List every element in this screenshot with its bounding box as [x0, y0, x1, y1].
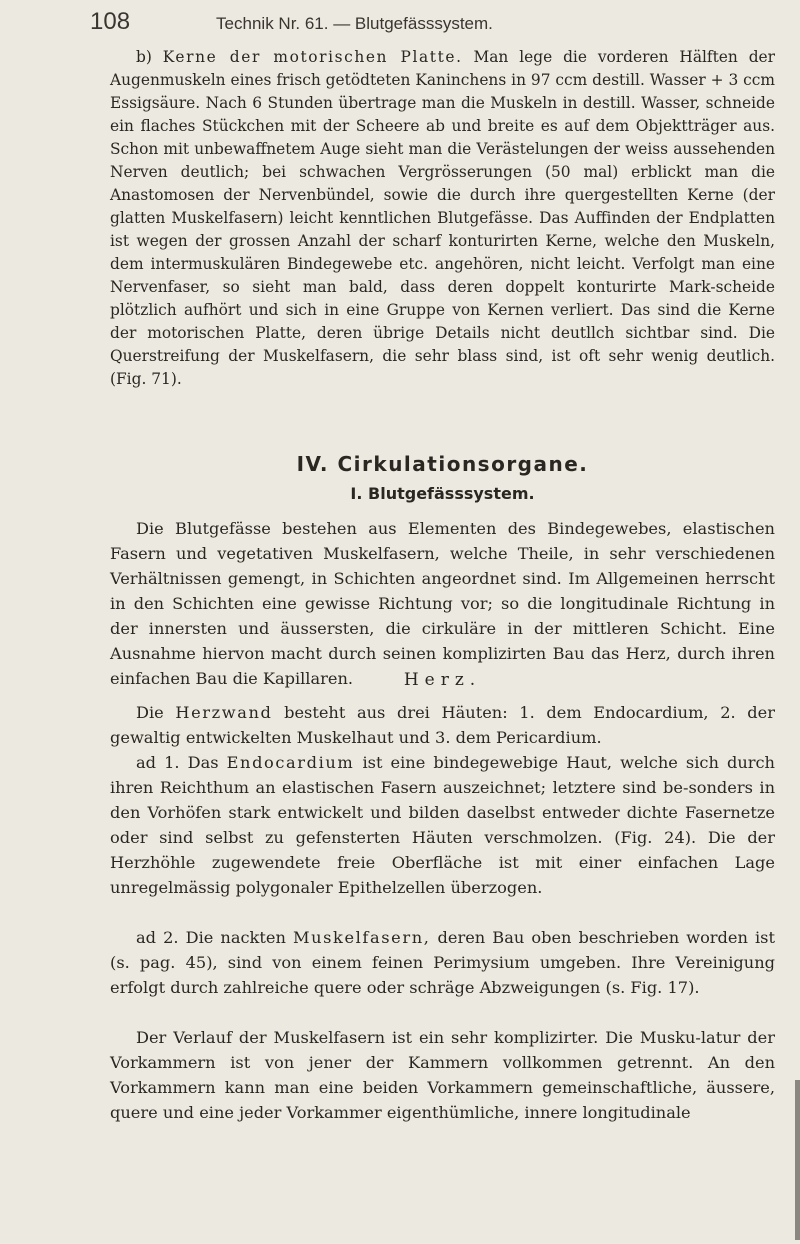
item-heading: Kerne der motorischen Platte. — [162, 48, 463, 66]
subsection-title: I. Blutgefässsystem. — [350, 484, 535, 503]
ad2-term: Muskelfasern, — [292, 928, 431, 947]
item-label: b) — [136, 48, 163, 66]
paragraph-motor-plate — [110, 46, 775, 391]
paragraph-herzwand — [110, 700, 775, 750]
paragraph-muskelfasern — [110, 925, 775, 1000]
herzwand-text: besteht aus drei Häuten: 1. dem Endocardium, 2. der gewaltig entwickelten Muskelhaut und 3. dem Pericardium. — [110, 703, 775, 747]
herz-heading: Herz. — [403, 670, 482, 690]
herzwand-lead: Die — [136, 703, 176, 722]
running-title: Technik Nr. 61. — Blutgefässsystem. — [216, 14, 493, 33]
ad1-text: ist eine bindegewebige Haut, welche sich durch ihren Reichthum an elastischen Fasern auszeichnet; letztere sind be-sonders in den Vorhöfen stark entwickelt und bilden daselbst entweder dichte Fasernetze oder sind selbst zu gefensterten Häuten verschmolzen. (Fig. 24). Die der Herzhöhle zugewendete freie Oberfläche ist mit einer einfachen Lage unregelmässig polygonaler Epithelzellen überzogen. — [110, 753, 775, 897]
paragraph-verlauf: Der Verlauf der Muskelfasern ist ein sehr komplizirter. Die Musku-latur der Vorkammern ist von jener der Kammern vollkommen getrennt. An den Vorkammern kann man eine beiden Vorkammern gemeinschaftliche, äussere, quere und eine jeder Vorkammer eigenthümliche, innere longitudinale — [110, 1028, 775, 1122]
ad1-term: Endocardium — [226, 753, 355, 772]
page-header — [90, 8, 730, 38]
paragraph-intro: Die Blutgefässe bestehen aus Elementen des Bindegewebes, elastischen Fasern und vegetativen Muskelfasern, welche Theile, in sehr verschiedenen Verhältnissen gemengt, in Schichten angeordnet sind. Im Allgemeinen herrscht in den Schichten eine gewisse Richtung vor; so die longitudinale Richtung in der innersten und äussersten, die cirkuläre in der mittleren Schicht. Eine Ausnahme hiervon macht durch seinen komplizirten Bau das Herz, durch ihren einfachen Bau die Kapillaren. — [110, 519, 775, 688]
page-edge-shadow — [795, 1080, 800, 1240]
section-title: IV. Cirkulationsorgane. — [296, 452, 589, 476]
herzwand-term: Herzwand — [175, 703, 273, 722]
page-number: 108 — [90, 8, 131, 35]
paragraph-endocardium — [110, 750, 775, 900]
ad2-lead: ad 2. Die nackten — [136, 928, 293, 947]
item-text: Man lege die vorderen Hälften der Augenmuskeln eines frisch getödteten Kaninchens in 97 ccm destill. Wasser + 3 ccm Essigsäure. Nach 6 Stunden übertrage man die Muskeln in destill. Wasser, schneide ein flaches Stückchen mit der Scheere ab und breite es auf dem Objektträger aus. Schon mit unbewaffnetem Auge sieht man die Verästelungen der weiss aussehenden Nerven deutlich; bei schwachen Vergrösserungen (50 mal) erblickt man die Anastomosen der Nervenbündel, sowie die durch ihre quergestellten Kerne (der glatten Muskelfasern) leicht kenntlichen Blutgefässe. Das Auffinden der Endplatten ist wegen der grossen Anzahl der scharf konturirten Kerne, welche den Muskeln, dem intermuskulären Bindegewebe etc. angehören, nicht leicht. Verfolgt man eine Nervenfaser, so sieht man bald, dass deren doppelt konturirte Mark-scheide plötzlich aufhört und sich in eine Gruppe von Kernen verliert. Das sind die Kerne der motorischen Platte, deren übrige Details nicht deutllch sichtbar sind. Die Querstreifung der Muskelfasern, die sehr blass sind, ist oft sehr wenig deutlich. (Fig. 71). — [110, 48, 776, 388]
ad2-text: deren Bau oben beschrieben worden ist (s. pag. 45), sind von einem feinen Perimysium umgeben. Ihre Vereinigung erfolgt durch zahlreiche quere oder schräge Abzweigungen (s. Fig. 17). — [110, 928, 775, 997]
ad1-lead: ad 1. Das — [136, 753, 227, 772]
